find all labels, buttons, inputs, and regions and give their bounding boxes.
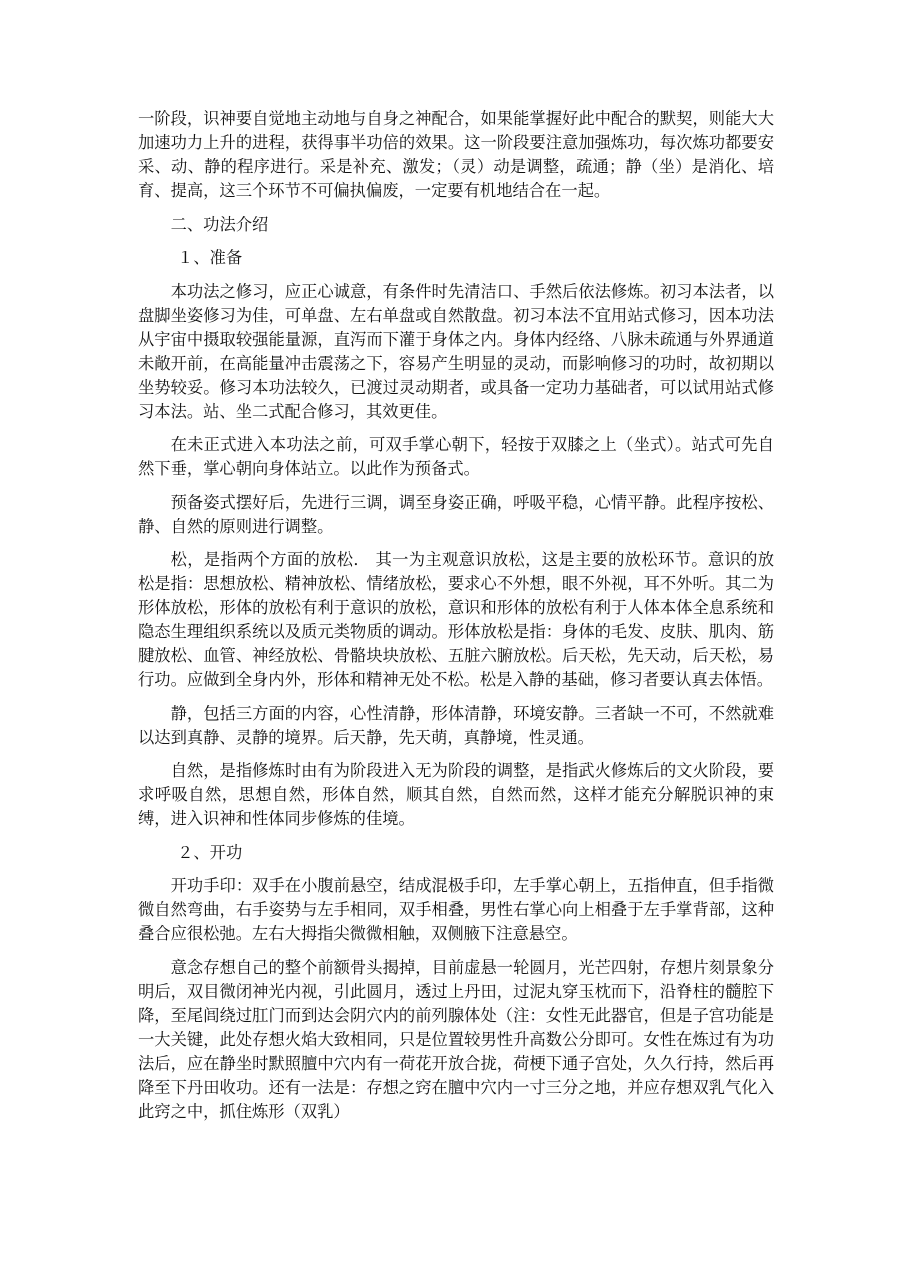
subsection-heading-opening: ２、开功 (177, 842, 243, 862)
body-paragraph: 预备姿式摆好后，先进行三调，调至身姿正确，呼吸平稳，心情平静。此程序按松、静、自然的原则进行调整。 (138, 492, 774, 536)
body-paragraph: 本功法之修习，应正心诚意，有条件时先清洁口、手然后依法修炼。初习本法者，以盘脚坐姿修习为佳，可单盘、左右单盘或自然散盘。初习本法不宜用站式修习，因本功法从宇宙中摄取较强能量源，直泻而下灌于身体之内。身体内经络、八脉未疏通与外界通道未敞开前，在高能量冲击震荡之下，容易产生明显的灵动，而影响修习的功时，故初期以坐势较妥。修习本功法较久，已渡过灵动期者，或具备一定功力基础者，可以试用站式修习本法。站、坐二式配合修习，其效更佳。 (138, 281, 774, 421)
subsection-heading-preparation: １、准备 (177, 248, 243, 267)
body-paragraph: 自然，是指修炼时由有为阶段进入无为阶段的调整，是指武火修炼后的文火阶段，要求呼吸自然，思想自然，形体自然，顺其自然，自然而然，这样才能充分解脱识神的束缚，进入识神和性体同步修炼的佳境。 (138, 761, 774, 828)
body-paragraph: 静，包括三方面的内容，心性清静，形体清静，环境安静。三者缺一不可，不然就难以达到真静、灵静的境界。后天静，先天萌，真静境，性灵通。 (138, 703, 774, 747)
body-paragraph: 意念存想自己的整个前额骨头揭掉，目前虚悬一轮圆月，光芒四射，存想片刻景象分明后，双目微闭神光内视，引此圆月，透过上丹田，过泥丸穿玉枕而下，沿脊柱的髓腔下降，至尾闾绕过肛门而到达会阴穴内的前列腺体处（注：女性无此器官，但是子宫功能是一大关键，此处存想火焰大致相同，只是位置较男性升高数公分即可。女性在炼过有为功法后，应在静坐时默照膻中穴内有一荷花开放合拢，荷梗下通子宫处，久久行持，然后再降至下丹田收功。还有一法是：存想之窍在膻中穴内一寸三分之地，并应存想双乳气化入此窍之中，抓住炼形（双乳） (138, 957, 774, 1121)
section-heading: 二、功法介绍 (170, 214, 269, 234)
body-paragraph: 松，是指两个方面的放松． 其一为主观意识放松，这是主要的放松环节。意识的放松是指：思想放松、精神放松、情绪放松，要求心不外想，眼不外视，耳不外听。其二为形体放松，形体的放松有利于意识的放松，意识和形体的放松有利于人体本体全息系统和隐态生理组织系统以及质元类物质的调动。形体放松是指：身体的毛发、皮肤、肌肉、筋腱放松、血管、神经放松、骨骼块块放松、五脏六腑放松。后天松，先天动，后天松，易行功。应做到全身内外，形体和精神无处不松。松是入静的基础，修习者要认真去体悟。 (138, 550, 774, 689)
body-paragraph: 在未正式进入本功法之前，可双手掌心朝下，轻按于双膝之上（坐式）。站式可先自然下垂，掌心朝向身体站立。以此作为预备式。 (138, 435, 774, 478)
body-paragraph: 开功手印：双手在小腹前悬空，结成混极手印，左手掌心朝上，五指伸直，但手指微微自然弯曲，右手姿势与左手相同，双手相叠，男性右掌心向上相叠于左手掌背部，这种叠合应很松弛。左右大拇指尖微微相触，双侧腋下注意悬空。 (138, 876, 774, 943)
intro-paragraph: 一阶段，识神要自觉地主动地与自身之神配合，如果能掌握好此中配合的默契，则能大大加速功力上升的进程，获得事半功倍的效果。这一阶段要注意加强炼功，每次炼功都要安采、动、静的程序进行。采是补充、激发；（灵）动是调整，疏通；静（坐）是消化、培育、提高，这三个环节不可偏执偏废，一定要有机地结合在一起。 (138, 109, 774, 200)
document-page (138, 107, 774, 1133)
